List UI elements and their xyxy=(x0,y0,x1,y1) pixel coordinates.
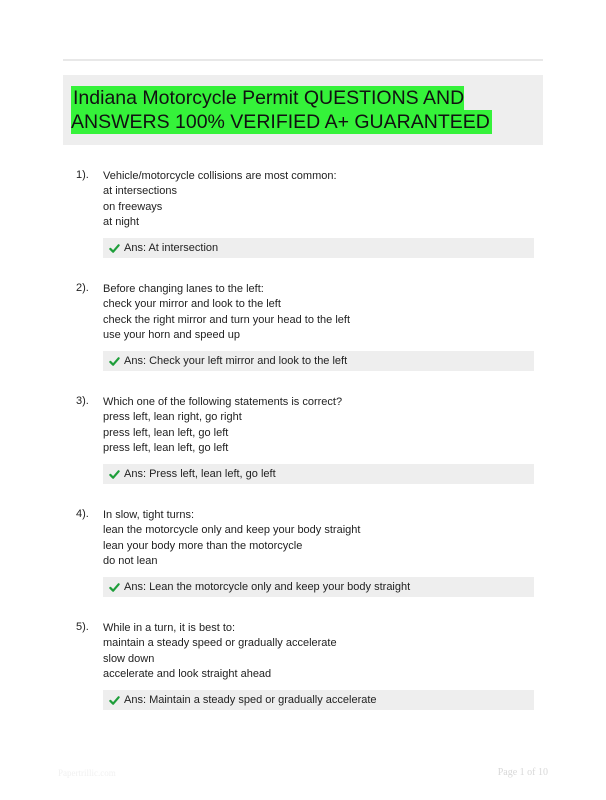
question-body xyxy=(103,169,337,230)
answer-option: maintain a steady speed or gradually accelerate xyxy=(103,637,337,650)
question-number: 1). xyxy=(76,169,89,181)
question-text: Vehicle/motorcycle collisions are most common: xyxy=(103,170,337,182)
answer-option: lean your body more than the motorcycle xyxy=(103,539,303,552)
question-body xyxy=(103,621,337,682)
answer-box xyxy=(103,464,534,484)
answer-option: check the right mirror and turn your head to the left xyxy=(103,313,351,326)
page-title: Indiana Motorcycle Permit QUESTIONS AND ANSWERS 100% VERIFIED A+ GUARANTEED xyxy=(71,87,490,133)
answer-row xyxy=(109,355,347,367)
check-icon xyxy=(109,243,120,254)
question-number: 3). xyxy=(76,395,89,407)
top-divider xyxy=(63,59,543,61)
answer-row xyxy=(109,694,377,706)
question-text: While in a turn, it is best to: xyxy=(103,622,236,634)
answer-text: Ans: Maintain a steady sped or gradually accelerate xyxy=(124,694,377,706)
answer-box xyxy=(103,238,534,258)
question-body xyxy=(103,395,342,456)
question-number: 5). xyxy=(76,621,89,633)
question-number: 2). xyxy=(76,282,89,294)
answer-option: press left, lean right, go right xyxy=(103,411,242,424)
check-icon xyxy=(109,469,120,480)
question-number: 4). xyxy=(76,508,89,520)
title-box xyxy=(63,75,543,145)
answer-option: at night xyxy=(103,215,140,228)
answer-option: do not lean xyxy=(103,554,158,567)
page-number: Page 1 of 10 xyxy=(497,767,548,778)
footer-watermark: Papertrillic.com xyxy=(58,768,116,778)
answer-row xyxy=(109,242,218,254)
question-body xyxy=(103,282,350,343)
question-text: Which one of the following statements is correct? xyxy=(103,396,343,408)
answer-text: Ans: Press left, lean left, go left xyxy=(124,468,276,480)
answer-option: at intersections xyxy=(103,185,177,198)
question-body xyxy=(103,508,360,569)
answer-box xyxy=(103,690,534,710)
answer-text: Ans: Check your left mirror and look to the left xyxy=(124,355,348,367)
answer-row xyxy=(109,468,276,480)
answer-box xyxy=(103,351,534,371)
question-text: In slow, tight turns: xyxy=(103,509,195,521)
answer-option: press left, lean left, go left xyxy=(103,441,229,454)
answer-option: slow down xyxy=(103,652,155,665)
answer-text: Ans: At intersection xyxy=(124,242,219,254)
answer-option: on freeways xyxy=(103,200,163,213)
answer-option: lean the motorcycle only and keep your body straight xyxy=(103,524,361,537)
answer-option: accelerate and look straight ahead xyxy=(103,667,272,680)
answer-option: press left, lean left, go left xyxy=(103,426,229,439)
check-icon xyxy=(109,582,120,593)
check-icon xyxy=(109,695,120,706)
question-text: Before changing lanes to the left: xyxy=(103,283,264,295)
check-icon xyxy=(109,356,120,367)
answer-text: Ans: Lean the motorcycle only and keep your body straight xyxy=(124,581,411,593)
answer-option: use your horn and speed up xyxy=(103,328,240,341)
answer-row xyxy=(109,581,410,593)
answer-option: check your mirror and look to the left xyxy=(103,298,281,311)
answer-box xyxy=(103,577,534,597)
